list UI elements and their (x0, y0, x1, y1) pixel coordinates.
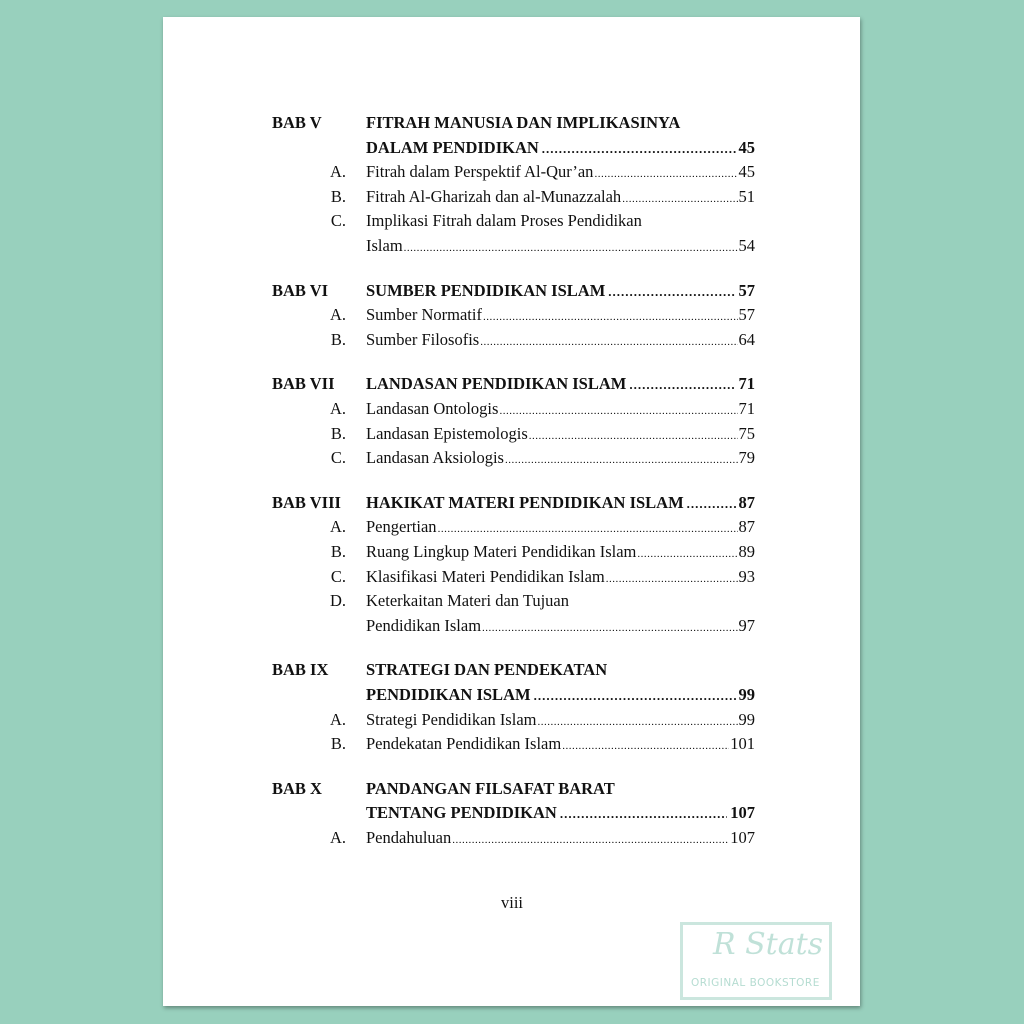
dot-leader (404, 236, 738, 258)
entry-text: STRATEGI DAN PENDEKATAN (366, 660, 608, 680)
section-title-line (366, 422, 755, 446)
chapter-title-line (366, 279, 755, 303)
dot-leader (482, 616, 737, 638)
watermark-script: R Stats (713, 927, 824, 962)
page-ref: 57 (738, 280, 755, 300)
chapter-title-line (366, 372, 755, 396)
section-letter: B. (330, 329, 346, 349)
watermark-caption: ORIGINAL BOOKSTORE (691, 977, 820, 989)
section-letter: A. (329, 709, 346, 729)
dot-leader (622, 187, 737, 209)
section-title-line (366, 540, 755, 564)
entry-text: HAKIKAT MATERI PENDIDIKAN ISLAM (366, 492, 684, 512)
section-title-line (366, 209, 755, 233)
entry-text: Pendidikan Islam (366, 615, 482, 635)
watermark-logo (680, 922, 832, 1000)
chapter-title-line (366, 136, 755, 160)
section-letter: A. (329, 517, 346, 537)
dot-leader (537, 710, 737, 732)
chapter-title-line (366, 111, 755, 135)
entry-text: TENTANG PENDIDIKAN (366, 803, 557, 823)
section-letter: A. (329, 399, 346, 418)
chapter-label: BAB VII (272, 374, 335, 394)
page-ref: 57 (738, 305, 755, 325)
section-title-line (366, 303, 755, 327)
page-ref: 97 (738, 615, 755, 635)
page-ref: 107 (730, 803, 755, 823)
page-ref: 87 (738, 517, 755, 537)
page-ref: 71 (738, 399, 755, 418)
section-title-line (366, 826, 755, 850)
entry-text: Pendahuluan (366, 828, 452, 847)
section-title-line (366, 732, 755, 756)
dot-leader (629, 373, 735, 396)
dot-leader (438, 517, 738, 539)
section-title-line (366, 234, 755, 258)
entry-text: Implikasi Fitrah dalam Proses Pendidikan (366, 211, 642, 231)
dot-leader (687, 492, 736, 515)
chapter-title-line (366, 491, 755, 515)
entry-text: DALAM PENDIDIKAN (366, 137, 539, 157)
dot-leader (594, 162, 737, 184)
section-letter: A. (329, 828, 346, 847)
dot-leader (534, 684, 736, 707)
entry-text: Sumber Normatif (366, 305, 482, 325)
section-title-line (366, 708, 755, 732)
section-title-line (366, 328, 755, 352)
entry-text: Strategi Pendidikan Islam (366, 709, 537, 729)
section-letter: B. (330, 423, 346, 443)
entry-text: FITRAH MANUSIA DAN IMPLIKASINYA (366, 113, 681, 132)
page-ref: 93 (738, 566, 755, 586)
page-ref: 79 (738, 448, 755, 468)
section-title-line (366, 160, 755, 184)
page-ref: 75 (738, 423, 755, 443)
section-letter: A. (329, 162, 346, 182)
dot-leader (560, 802, 727, 825)
entry-text: Pengertian (366, 517, 437, 537)
dot-leader (562, 734, 729, 756)
section-letter: B. (330, 186, 346, 206)
chapter-label: BAB IX (272, 660, 329, 680)
section-letter: B. (330, 734, 346, 754)
page-ref: 51 (738, 186, 755, 206)
entry-text: Klasifikasi Materi Pendidikan Islam (366, 566, 605, 586)
page-ref: 45 (738, 162, 755, 182)
section-title-line (366, 515, 755, 539)
dot-leader (606, 567, 738, 589)
chapter-title-line (366, 683, 755, 707)
dot-leader (542, 137, 736, 160)
page-ref: 45 (738, 137, 755, 157)
page-ref: 64 (738, 329, 755, 349)
section-title-line (366, 446, 755, 470)
entry-text: Islam (366, 236, 403, 255)
entry-text: Landasan Epistemologis (366, 423, 528, 443)
page-ref: 54 (738, 236, 755, 255)
dot-leader (452, 828, 729, 850)
chapter-title-line (366, 777, 755, 801)
section-letter: B. (330, 542, 346, 561)
section-title-line (366, 397, 755, 421)
dot-leader (499, 399, 737, 421)
section-title-line (366, 565, 755, 589)
chapter-title-line (366, 658, 755, 682)
page-ref: 89 (738, 542, 755, 561)
dot-leader (480, 330, 737, 352)
chapter-label: BAB VI (272, 280, 329, 300)
section-letter: A. (329, 305, 346, 325)
page-ref: 107 (730, 828, 755, 847)
section-title-line (366, 589, 755, 613)
entry-text: Keterkaitan Materi dan Tujuan (366, 591, 569, 611)
entry-text: SUMBER PENDIDIKAN ISLAM (366, 280, 606, 300)
entry-text: Landasan Ontologis (366, 399, 499, 418)
entry-text: PENDIDIKAN ISLAM (366, 685, 531, 704)
dot-leader (637, 542, 737, 564)
page-ref: 87 (738, 492, 755, 512)
entry-text: LANDASAN PENDIDIKAN ISLAM (366, 374, 627, 394)
page-ref: 99 (738, 685, 755, 704)
section-title-line (366, 614, 755, 638)
section-letter: C. (330, 211, 346, 231)
page-number: viii (500, 893, 523, 912)
entry-text: PANDANGAN FILSAFAT BARAT (366, 778, 615, 798)
entry-text: Fitrah dalam Perspektif Al-Qur’an (366, 162, 594, 182)
entry-text: Pendekatan Pendidikan Islam (366, 734, 562, 754)
entry-text: Ruang Lingkup Materi Pendidikan Islam (366, 542, 637, 561)
chapter-label: BAB V (272, 113, 322, 132)
section-title-line (366, 185, 755, 209)
page-ref: 99 (738, 709, 755, 729)
section-letter: D. (329, 591, 346, 611)
chapter-title-line (366, 801, 755, 825)
dot-leader (608, 280, 735, 303)
chapter-label: BAB VIII (272, 492, 341, 512)
section-letter: C. (330, 566, 346, 586)
section-letter: C. (330, 448, 346, 468)
page-ref: 101 (730, 734, 755, 754)
page-ref: 71 (738, 374, 755, 394)
dot-leader (483, 305, 738, 327)
chapter-label: BAB X (272, 778, 322, 798)
entry-text: Fitrah Al-Gharizah dan al-Munazzalah (366, 186, 622, 206)
dot-leader (505, 448, 738, 470)
entry-text: Sumber Filosofis (366, 329, 480, 349)
entry-text: Landasan Aksiologis (366, 448, 504, 468)
dot-leader (529, 424, 738, 446)
